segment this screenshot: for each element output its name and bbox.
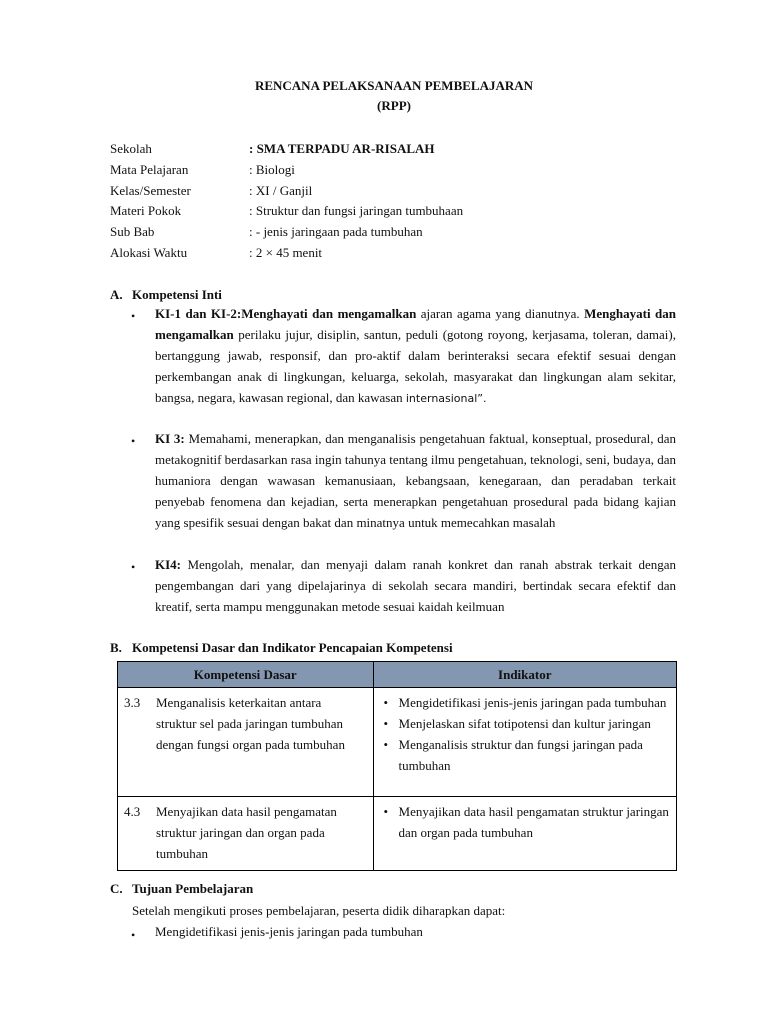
section-letter: A. <box>110 287 123 302</box>
ki-emphasis: Menghayati dan mengamalkan <box>155 306 676 342</box>
ki-label: KI4: <box>155 557 181 572</box>
table-row <box>118 797 677 871</box>
indicator-cell <box>373 688 676 797</box>
indicator-item: • Menyajikan data hasil pengamatan struktur jaringan dan organ pada tumbuhan <box>380 801 670 843</box>
ki-text: ajaran agama yang dianutnya. <box>416 306 585 321</box>
identity-value: : Biologi <box>249 161 295 177</box>
section-title: Kompetensi Dasar dan Indikator Pencapaian Kompetensi <box>132 640 453 655</box>
indicator-list <box>380 801 670 843</box>
indicator-item: • Mengidetifikasi jenis-jenis jaringan pada tumbuhan <box>380 692 670 713</box>
section-b-heading <box>110 640 453 656</box>
identity-label: Sub Bab <box>110 224 155 240</box>
indicator-item: • Menganalisis struktur dan fungsi jaringan pada tumbuhan <box>380 734 670 776</box>
indicator-list <box>380 692 670 776</box>
header-kompetensi-dasar: Kompetensi Dasar <box>118 662 374 688</box>
indicator-item: • Menjelaskan sifat totipotensi dan kultur jaringan <box>380 713 670 734</box>
identity-label: Mata Pelajaran <box>110 161 189 177</box>
identity-label: Alokasi Waktu <box>110 244 188 260</box>
section-letter: C. <box>110 881 123 896</box>
section-title: Tujuan Pembelajaran <box>132 881 254 896</box>
ki-1-2-paragraph <box>155 303 676 409</box>
ki-3-paragraph <box>155 428 676 533</box>
objective-intro: Setelah mengikuti proses pembelajaran, peserta didik diharapkan dapat: <box>132 903 506 918</box>
ki-label: KI-1 dan KI-2:Menghayati dan mengamalkan <box>155 306 417 321</box>
ki-text: perilaku jujur, disiplin, santun, peduli (gotong royong, kerjasama, toleran, damai), bertanggung jawab, responsif, dan pro-aktif dalam berinteraksi secara efektif sesuai dengan perkembangan anak di lingkungan, keluarga, sekolah, masyarakat dan lingkungan alam sekitar, bangsa, negara, kawasan regional, dan kawasan <box>155 327 676 405</box>
document-title: RENCANA PELAKSANAAN PEMBELAJARAN <box>254 78 534 93</box>
section-letter: B. <box>110 640 122 655</box>
ki-text: internasional”. <box>405 392 487 405</box>
kd-text: Menyajikan data hasil pengamatan <box>156 804 337 819</box>
kd-number: 4.3 <box>124 804 141 819</box>
identity-value: : SMA TERPADU AR-RISALAH <box>249 141 435 156</box>
kd-cell <box>118 797 374 871</box>
kd-number: 3.3 <box>124 695 141 710</box>
kd-text: struktur sel pada jaringan tumbuhan dengan fungsi organ pada tumbuhan <box>156 716 345 752</box>
kd-text: Menganalisis keterkaitan antara <box>156 695 322 710</box>
identity-value: : XI / Ganjil <box>249 182 313 198</box>
document-subtitle: (RPP) <box>377 98 411 113</box>
ki-text: Mengolah, menalar, dan menyaji dalam ranah konkret dan ranah abstrak terkait dengan pengembangan dari yang dipelajarinya di sekolah secara mandiri, bertindak secara efektif dan kreatif, serta mampu menggunakan metode sesuai kaidah keilmuan <box>155 557 676 614</box>
kd-text: struktur jaringan dan organ pada tumbuhan <box>156 825 325 861</box>
objective-item: Mengidetifikasi jenis-jenis jaringan pada tumbuhan <box>155 924 423 939</box>
bullet-icon: • <box>131 928 136 942</box>
ki-text: Memahami, menerapkan, dan menganalisis pengetahuan faktual, konseptual, prosedural, dan metakognitif berdasarkan rasa ingin tahunya tentang ilmu pengetahuan, teknologi, seni, budaya, dan humaniora dengan wawasan kemanusiaan, kebangsaan, kenegaraan, dan peradaban terkait penyebab fenomena dan kejadian, serta menerapkan pengetahuan prosedural pada bidang kajian yang spesifik sesuai dengan bakat dan minatnya untuk memecahkan masalah <box>155 431 676 530</box>
identity-value: : 2 × 45 menit <box>249 244 323 260</box>
table-row <box>118 688 677 797</box>
ki-label: KI 3: <box>155 431 185 446</box>
competency-table <box>117 661 677 871</box>
section-a-heading <box>110 287 222 303</box>
bullet-icon: • <box>131 434 136 448</box>
indicator-cell <box>373 797 676 871</box>
header-indikator: Indikator <box>373 662 676 688</box>
identity-value: : - jenis jaringaan pada tumbuhan <box>249 224 423 240</box>
identity-value: : Struktur dan fungsi jaringan tumbuhaan <box>249 203 464 219</box>
ki-4-paragraph <box>155 554 676 617</box>
identity-label: Materi Pokok <box>110 203 182 219</box>
bullet-icon: • <box>131 560 136 574</box>
bullet-icon: • <box>131 309 136 323</box>
identity-label: Sekolah <box>110 141 152 156</box>
table-header-row <box>118 662 677 688</box>
identity-label: Kelas/Semester <box>110 182 191 198</box>
section-c-heading <box>110 881 253 897</box>
kd-cell <box>118 688 374 797</box>
section-title: Kompetensi Inti <box>132 287 222 302</box>
